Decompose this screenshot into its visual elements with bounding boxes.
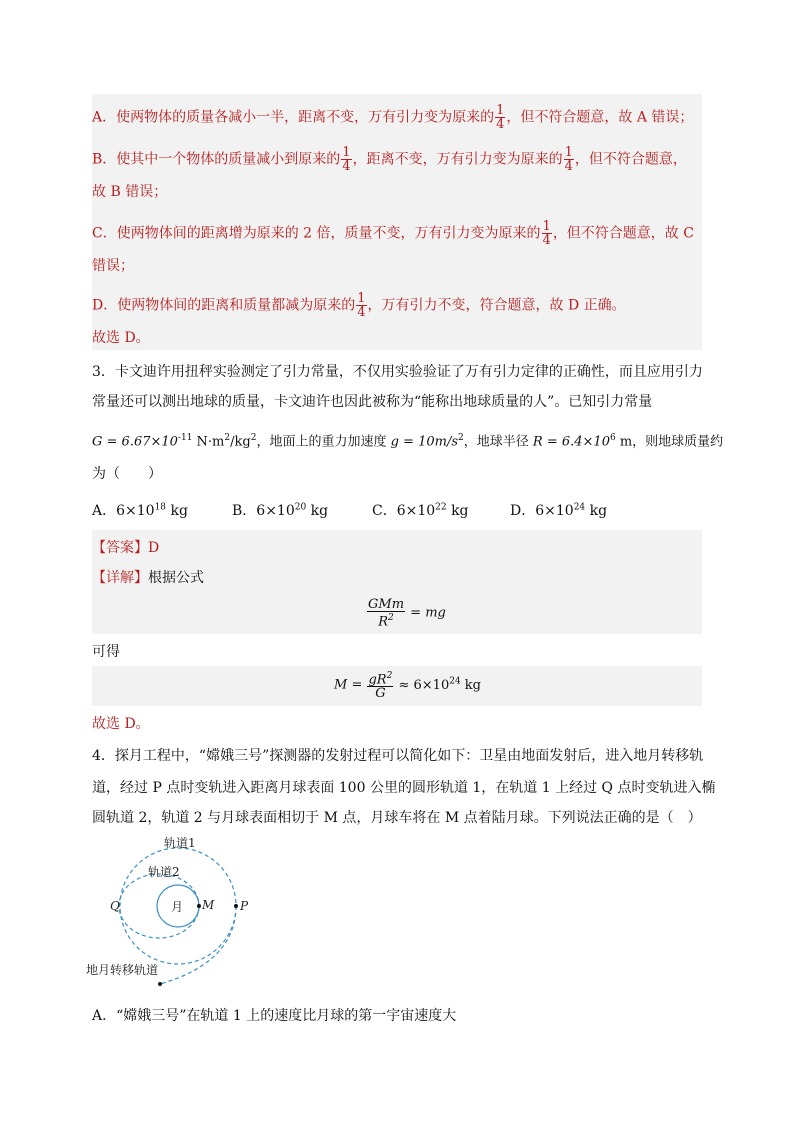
analysis-conclusion: 故选 D。 <box>92 330 150 346</box>
transfer-start-dot <box>158 982 162 986</box>
fraction-one-quarter: $\frac{1}{4}$ <box>542 219 551 248</box>
point-p-dot <box>234 904 238 908</box>
q4-stem-line1: 4．探月工程中，“嫦娥三号”探测器的发射过程可以简化如下：卫星由地面发射后，进入地月转移轨 <box>92 748 704 764</box>
transfer-orbit-label: 地月转移轨道 <box>86 963 159 977</box>
fraction-one-quarter: $\frac{1}{4}$ <box>564 145 573 174</box>
orbit-2-label: 轨道2 <box>148 865 180 879</box>
q3-answer: 【答案】D <box>92 540 160 556</box>
point-m-label: M <box>202 898 215 912</box>
orbit-2 <box>119 874 199 938</box>
analysis-option-c: C．使两物体间的距离增为原来的 2 倍，质量不变，万有引力变为原来的 $\frac{1}{4}$ ，但不符合题意，故 C <box>92 219 694 248</box>
fraction-one-quarter: $\frac{1}{4}$ <box>496 103 505 132</box>
q3-option-a[interactable]: A．$6\times 10^{18}$ kg <box>92 502 188 519</box>
q4-option-a[interactable]: A．“嫦娥三号”在轨道 1 上的速度比月球的第一宇宙速度大 <box>92 1008 457 1024</box>
analysis-option-d: D．使两物体间的距离和质量都减为原来的 $\frac{1}{4}$ ，万有引力不变，符合题意，故 D 正确。 <box>92 291 626 320</box>
q3-equation-2: M = $\frac{gR^2}{G}$ ≈ $6\times 10^{24}$ kg <box>334 671 482 702</box>
q3-stem-line4: 为（ ） <box>92 466 162 482</box>
q3-option-d[interactable]: D．$6\times 10^{24}$ kg <box>510 502 608 519</box>
transfer-orbit <box>160 906 236 984</box>
q3-stem-line1: 3．卡文迪许用扭秤实验测定了引力常量，不仅用实验验证了万有引力定律的正确性，而且应用引力 <box>92 364 703 380</box>
q3-detail: 【详解】根据公式 <box>92 570 204 586</box>
q4-stem-line2: 道，经过 P 点时变轨进入距离月球表面 100 公里的圆形轨道 1，在轨道 1 上经过 Q 点时变轨进入椭 <box>92 780 716 796</box>
orbit-1-label: 轨道1 <box>164 836 196 850</box>
q3-equation-1: $\frac{\text{GMm}}{R^2}$ = mg <box>368 597 446 630</box>
fraction-one-quarter: $\frac{1}{4}$ <box>357 291 366 320</box>
q3-conclusion: 故选 D。 <box>92 716 150 732</box>
q3-option-c[interactable]: C．$6\times 10^{22}$ kg <box>372 502 469 519</box>
lunar-orbit-diagram <box>86 836 256 996</box>
point-q-label: Q <box>110 899 120 913</box>
analysis-option-a: A．使两物体的质量各减小一半，距离不变，万有引力变为原来的 $\frac{1}{4}$ ，但不符合题意，故 A 错误； <box>92 103 694 132</box>
fraction-one-quarter: $\frac{1}{4}$ <box>342 145 351 174</box>
q3-stem-line2: 常量还可以测出地球的质量，卡文迪许也因此被称为“能称出地球质量的人”。已知引力常量 <box>92 394 653 410</box>
moon-label: 月 <box>171 900 184 914</box>
q3-option-b[interactable]: B．$6\times 10^{20}$ kg <box>232 502 329 519</box>
analysis-option-c-cont: 错误； <box>92 258 134 274</box>
point-p-label: P <box>240 899 249 913</box>
q4-stem-line3: 圆轨道 2，轨道 2 与月球表面相切于 M 点，月球车将在 M 点着陆月球。下列说法正确的是（ ） <box>92 810 702 826</box>
analysis-option-b: B．使其中一个物体的质量减小到原来的 $\frac{1}{4}$ ，距离不变，万有引力变为原来的 $\frac{1}{4}$ ，但不符合题意， <box>92 145 687 174</box>
point-m-dot <box>197 904 201 908</box>
analysis-option-b-cont: 故 B 错误； <box>92 184 168 200</box>
q3-stem-line3: $G = 6.67\times 10^{-11}$ $N\cdot m^2/kg^2$，地面上的重力加速度 $g = 10m/s^2$，地球半径 $R = 6.4\times 10^6$ m，则地球质量约 <box>92 433 724 450</box>
q3-kede: 可得 <box>92 644 120 660</box>
